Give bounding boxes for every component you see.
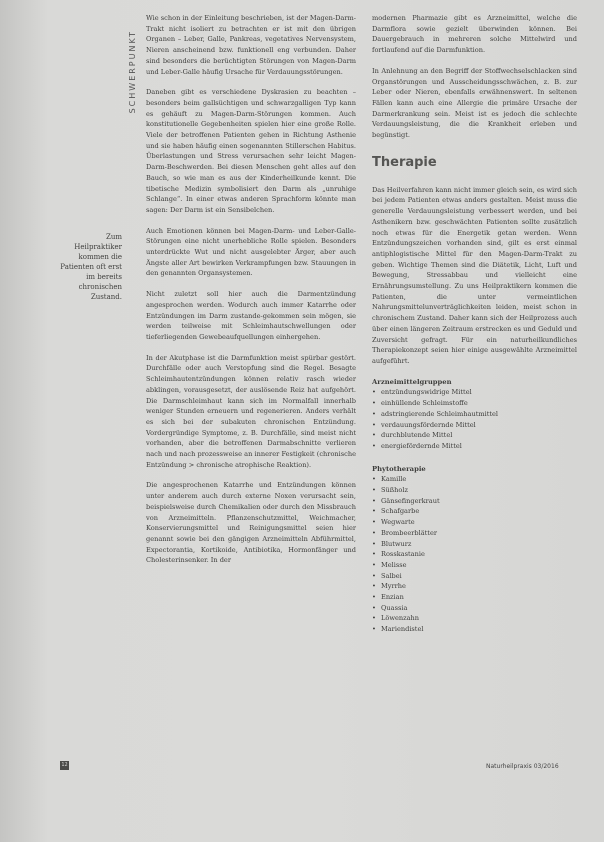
list-item: • Kamille [372, 474, 577, 485]
list-item: • Quassia [372, 603, 577, 614]
list-item: • Enzian [372, 592, 577, 603]
section-label: SCHWERPUNKT [128, 30, 137, 114]
list-item: • Melisse [372, 560, 577, 571]
list-item: • energiefördernde Mittel [372, 441, 577, 452]
paragraph: Auch Emotionen können bei Magen-Darm- und Leber-Galle-Störungen eine nicht unerhebliche Rolle spielen. Besonders unterdrückte Wut und nicht ausgelebter Ärger, aber auch Ängste aller Art bewirken Verkrampfungen bzw. Stauungen in den genannten Organsystemen. [146, 226, 356, 278]
list-item: • entzündungswidrige Mittel [372, 387, 577, 398]
list-item: • Rosskastanie [372, 549, 577, 560]
paragraph: Das Heilverfahren kann nicht immer gleich sein, es wird sich bei jedem Patienten etwas anders gestalten. Meist muss die generelle Verdauungsleistung verbessert werden, und bei Asthenikern bzw. geschwächten Patienten sollte zusätzlich noch etwas für die Energetik getan werden. Wenn Entzündungszeichen vorhanden sind, gilt es erst einmal antiphlogistische Mittel für den Magen-Darm-Trakt zu geben. Wichtige Themen sind die Diätetik, Licht, Luft und Bewegung, Stressabbau und vielleicht eine Ernährungsumstellung. Zu uns Heilpraktikern kommen die Patienten, die unter vermeintlichen Nahrungsmittelunverträglichkeiten leiden, meist schon in chronischem Zustand. Daher kann sich der Heilprozess auch über einen längeren Zeitraum erstrecken es und Geduld und Zuversicht gefragt. Für ein naturheilkundliches Therapiekonzept seien hier einige ausgewählte Arzneimittel aufgeführt. [372, 185, 577, 365]
list-title-phytotherapie: Phytotherapie [372, 464, 426, 473]
list-title-arzneimittel: Arzneimittelgruppen [372, 377, 452, 386]
paragraph: modernen Pharmazie gibt es Arzneimittel, welche die Darmflora sowie gezielt überwinden können. Bei Dauergebrauch in mehreren solche Mittelwird und fortlaufend auf die Darmfunktion. [372, 14, 577, 55]
list-item: • Wegwarte [372, 517, 577, 528]
list-item: • Gänsefingerkraut [372, 496, 577, 507]
list-item: • Blutwurz [372, 539, 577, 550]
paragraph: In Anlehnung an den Begriff der Stoffwechselschlacken sind Organstörungen und Ausscheidungsschwächen, z. B. zur Leber oder Nieren, ebenfalls erwähnenswert. In seltenen Fällen kann auch eine Allergie die primäre Ursache der Darmerkrankung sein. Meist ist es jedoch die schlechte Verdauungsleistung, die die Krankheit erleben und begünstigt. [372, 66, 577, 140]
paragraph: Daneben gibt es verschiedene Dyskrasien zu beachten – besonders beim gallsüchtigen und schwarzgalligen Typ kann es gehäuft zu Magen-Darm-Störungen kommen. Auch konstitutionelle Gegebenheiten spielen hier eine große Rolle. Viele der betroffenen Patienten gehen in Richtung Asthenie und sie haben häufig einen sogenannten Stillerschen Habitus. Überlastungen und Stress verursachen sehr leicht Magen-Darm-Beschwerden. Bei diesen Menschen geht alles auf den Bauch, so wie man es aus der Kinderheilkunde kennt. Die tibetische Medizin symbolisiert den Darm als „unruhige Schlange“. In einer etwas anderen Sprachform könnte man sagen: Der Darm ist ein Sensibelchen. [146, 88, 356, 214]
section-heading-therapie: Therapie [372, 154, 437, 170]
list-item: • Schafgarbe [372, 506, 577, 517]
left-column [146, 13, 356, 576]
list-item: • Süßholz [372, 485, 577, 496]
list-item: • Myrrhe [372, 581, 577, 592]
arzneimittel-list [372, 387, 577, 451]
footer-issue: Naturheilpraxis 03/2016 [486, 763, 559, 770]
list-item: • adstringierende Schleimhautmittel [372, 409, 577, 420]
paragraph: Wie schon in der Einleitung beschrieben, ist der Magen-Darm-Trakt nicht isoliert zu betrachten er ist mit den übrigen Organen – Leber, Galle, Pankreas, vegetatives Nervensystem, Nieren anscheinend bzw. funktionell eng verbunden. Daher sind besonders die berüchtigten Störungen von Magen-Darm und Leber-Galle häufig Ursache für Verdauungsstörungen. [146, 14, 356, 76]
page-number: 12 [61, 762, 68, 768]
paragraph: Die angesprochenen Katarrhe und Entzündungen können unter anderem auch durch externe Noxen verursacht sein, beispielsweise durch Chemikalien oder durch den Missbrauch von Arzneimitteln. Pflanzenschutzmittel, Weichmacher, Konservierungsmittel und Reinigungsmittel seien hier genannt sowie bei den gängigen Arzneimitteln Abführmittel, Expectorantia, Kortikoide, Antibiotika, Hormonfänger und Cholesterinsenker. In der [146, 481, 356, 565]
list-item: • Mariendistel [372, 624, 577, 635]
list-item: • verdauungsfördernde Mittel [372, 420, 577, 431]
list-item: • durchblutende Mittel [372, 430, 577, 441]
right-column [372, 13, 577, 647]
paragraph: Nicht zuletzt soll hier auch die Darmentzündung angesprochen werden. Wodurch auch immer Katarrhe oder Entzündungen im Darm zustande-gekommen sein mögen, sie werden teilweise mit Schleimhautschwellungen oder tieferliegenden Gewebeaufquellungen einhergehen. [146, 290, 356, 341]
list-item: • einhüllende Schleimstoffe [372, 398, 577, 409]
pull-quote: Zum Heilpraktiker kommen die Patienten oft erst im bereits chronischen Zustand. [60, 233, 122, 301]
paragraph: In der Akutphase ist die Darmfunktion meist spürbar gestört. Durchfälle oder auch Verstopfung sind die Regel. Besagte Schleimhautentzündungen können relativ rasch wieder abklingen, vorausgesetzt, der auslösende Reiz hat aufgehört. Die Darmschleimhaut kann sich im Normalfall innerhalb weniger Stunden erneuern und regenerieren. Anders verhält es sich bei der subakuten chronischen Entzündung. Vordergründige Symptome, z. B. Durchfälle, sind meist nicht vorhanden, aber die betroffenen Darmabschnitte verlieren nach und nach prozessweise an innerer Festigkeit (chronische Entzündung > chronische atrophische Reaktion). [146, 353, 356, 469]
phytotherapie-list [372, 474, 577, 635]
list-item: • Löwenzahn [372, 613, 577, 624]
list-item: • Salbei [372, 571, 577, 582]
list-item: • Brombeerblätter [372, 528, 577, 539]
